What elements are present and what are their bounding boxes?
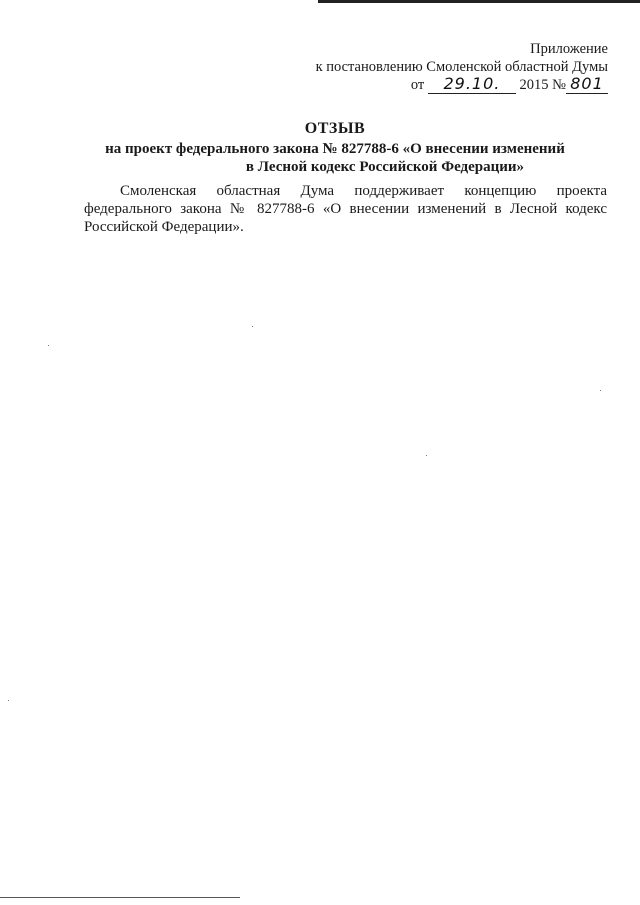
annex-line2: к постановлению Смоленской областной Думы [315,59,608,75]
year: 2015 [519,77,549,93]
annex-block [316,40,608,76]
handwritten-number: 801 [570,74,604,93]
number-field [566,76,608,94]
scan-speck [426,455,427,456]
scan-edge-top [318,0,640,3]
number-sign: № [552,77,566,93]
body-paragraph: Смоленская областная Дума поддерживает концепцию проекта федерального закона № 827788-6 «О внесении изменений в Лесной кодекс Российской Федерации». [84,183,607,235]
scan-speck [8,700,9,701]
heading-line3: в Лесной кодекс Российской Федерации» [245,159,525,175]
scan-edge-bottom [0,897,240,898]
document-heading [60,120,610,176]
heading-line2: на проект федерального закона № 827788-6 «О внесении изменений [105,141,565,157]
body-text [84,182,607,236]
date-prefix: от [410,77,425,93]
scan-speck [48,345,49,346]
scan-speck [600,390,601,391]
heading-title: ОТЗЫВ [304,120,366,137]
scan-speck [252,326,253,327]
annex-title: Приложение [530,41,608,57]
date-field [428,76,516,94]
annex-date-line [411,76,608,94]
handwritten-date: 29.10. [443,74,501,93]
